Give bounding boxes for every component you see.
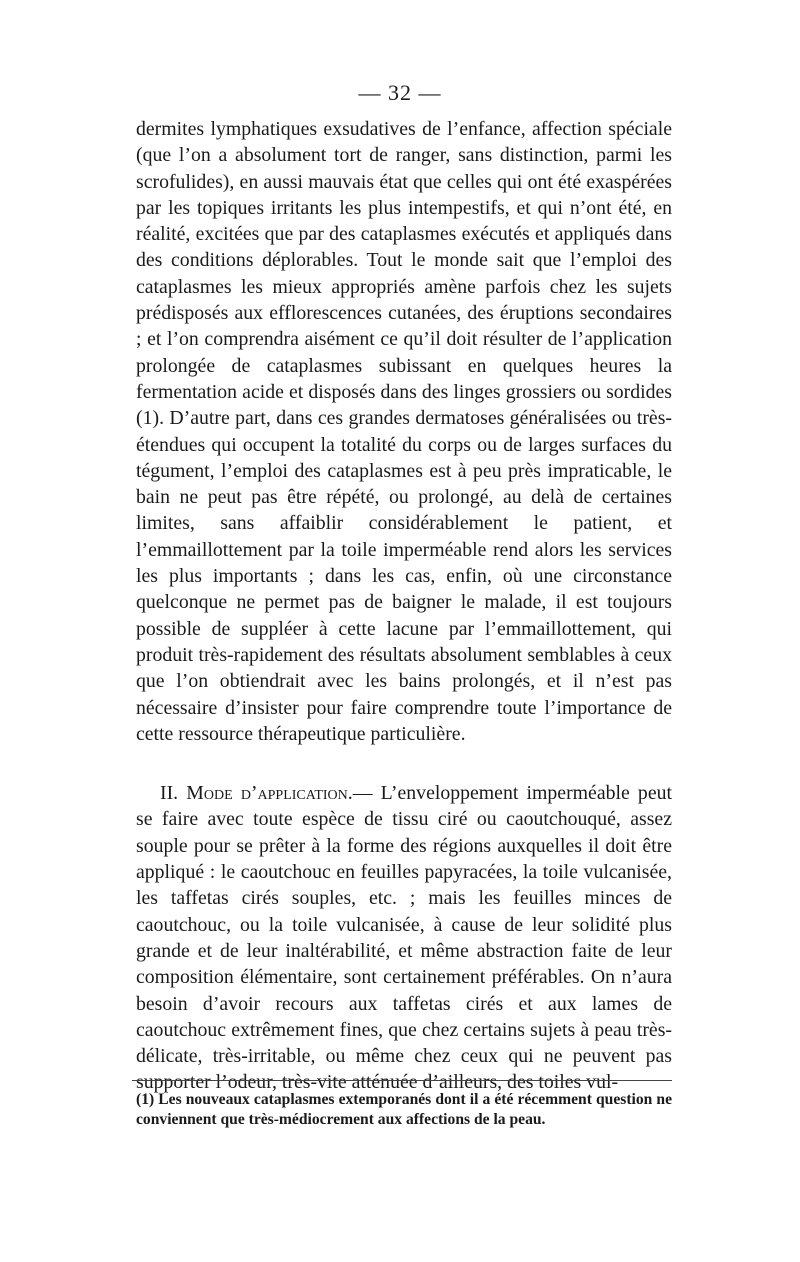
footnote-reference: (1) bbox=[136, 407, 160, 430]
paragraph-1-continuation: . D’autre part, dans ces grandes dermatoses généralisées ou très-étendues qui occupent la totalité du corps ou de larges surfaces du tégument, l’emploi des cataplasmes est à peu près impraticable, le bain ne peut pas être répété, ou prolongé, au delà de certaines limites, sans affaiblir considérablement le patient, et l’emmaillottement par la toile imperméable rend alors les services les plus importants ; dans les cas, enfin, où une circonstance quelconque ne permet pas de baigner le malade, il est toujours possible de suppléer à cette lacune par l’emmaillottement, qui produit très-rapidement des résultats absolument semblables à ceux que l’on obtiendrait avec les bains prolongés, et il n’est pas nécessaire d’insister pour faire comprendre toute l’importance de cette ressource thérapeutique particulière. bbox=[136, 407, 672, 745]
footnote-marker: (1) bbox=[136, 1091, 155, 1108]
paragraph-2 bbox=[136, 780, 672, 1096]
main-text bbox=[136, 116, 672, 1096]
footnote-separator bbox=[132, 1080, 672, 1081]
paragraph-1 bbox=[136, 116, 672, 747]
paragraph-1-text: dermites lymphatiques exsudatives de l’enfance, affection spéciale (que l’on a absolument tort de ranger, sans distinction, parmi les scrofulides), en aussi mauvais état que celles qui ont été exaspérées par les topiques irritants les plus intempestifs, et qui n’ont été, en réalité, excitées que par des cataplasmes exécutés et appliqués dans des conditions déplorables. Tout le monde sait que l’emploi des cataplasmes les mieux appropriés amène parfois chez les sujets prédisposés aux efflorescences cutanées, des éruptions secondaires ; et l’on comprendra aisément ce qu’il doit résulter de l’application prolongée de cataplasmes subissant en quelques heures la fermentation acide et disposés dans des linges grossiers ou sordides bbox=[136, 118, 672, 403]
footnote-text: Les nouveaux cataplasmes extemporanés dont il a été récemment question ne conviennent que très-médiocrement aux affections de la peau. bbox=[136, 1091, 672, 1128]
page-number: — 32 — bbox=[358, 80, 442, 105]
section-title: Mode d’application. bbox=[186, 782, 353, 805]
section-number: II. bbox=[160, 782, 179, 805]
section-dash: — bbox=[352, 782, 373, 805]
paragraph-2-text: L’enveloppement imperméable peut se faire avec toute espèce de tissu ciré ou caoutchouqué, assez souple pour se prêter à la forme des régions auxquelles il doit être appliqué : le caoutchouc en feuilles papyracées, la toile vulcanisée, les taffetas cirés souples, etc. ; mais les feuilles minces de caoutchouc, ou la toile vulcanisée, à cause de leur solidité plus grande et de leur inaltérabilité, et même abstraction faite de leur composition élémentaire, sont certainement préférables. On n’aura besoin d’avoir recours aux taffetas cirés et aux lames de caoutchouc extrêmement fines, que chez certains sujets à peau très-délicate, très-irritable, ou même chez ceux qui ne peuvent pas supporter l’odeur, très-vite atténuée d’ailleurs, des toiles vul- bbox=[136, 782, 672, 1094]
footnote bbox=[136, 1090, 672, 1130]
